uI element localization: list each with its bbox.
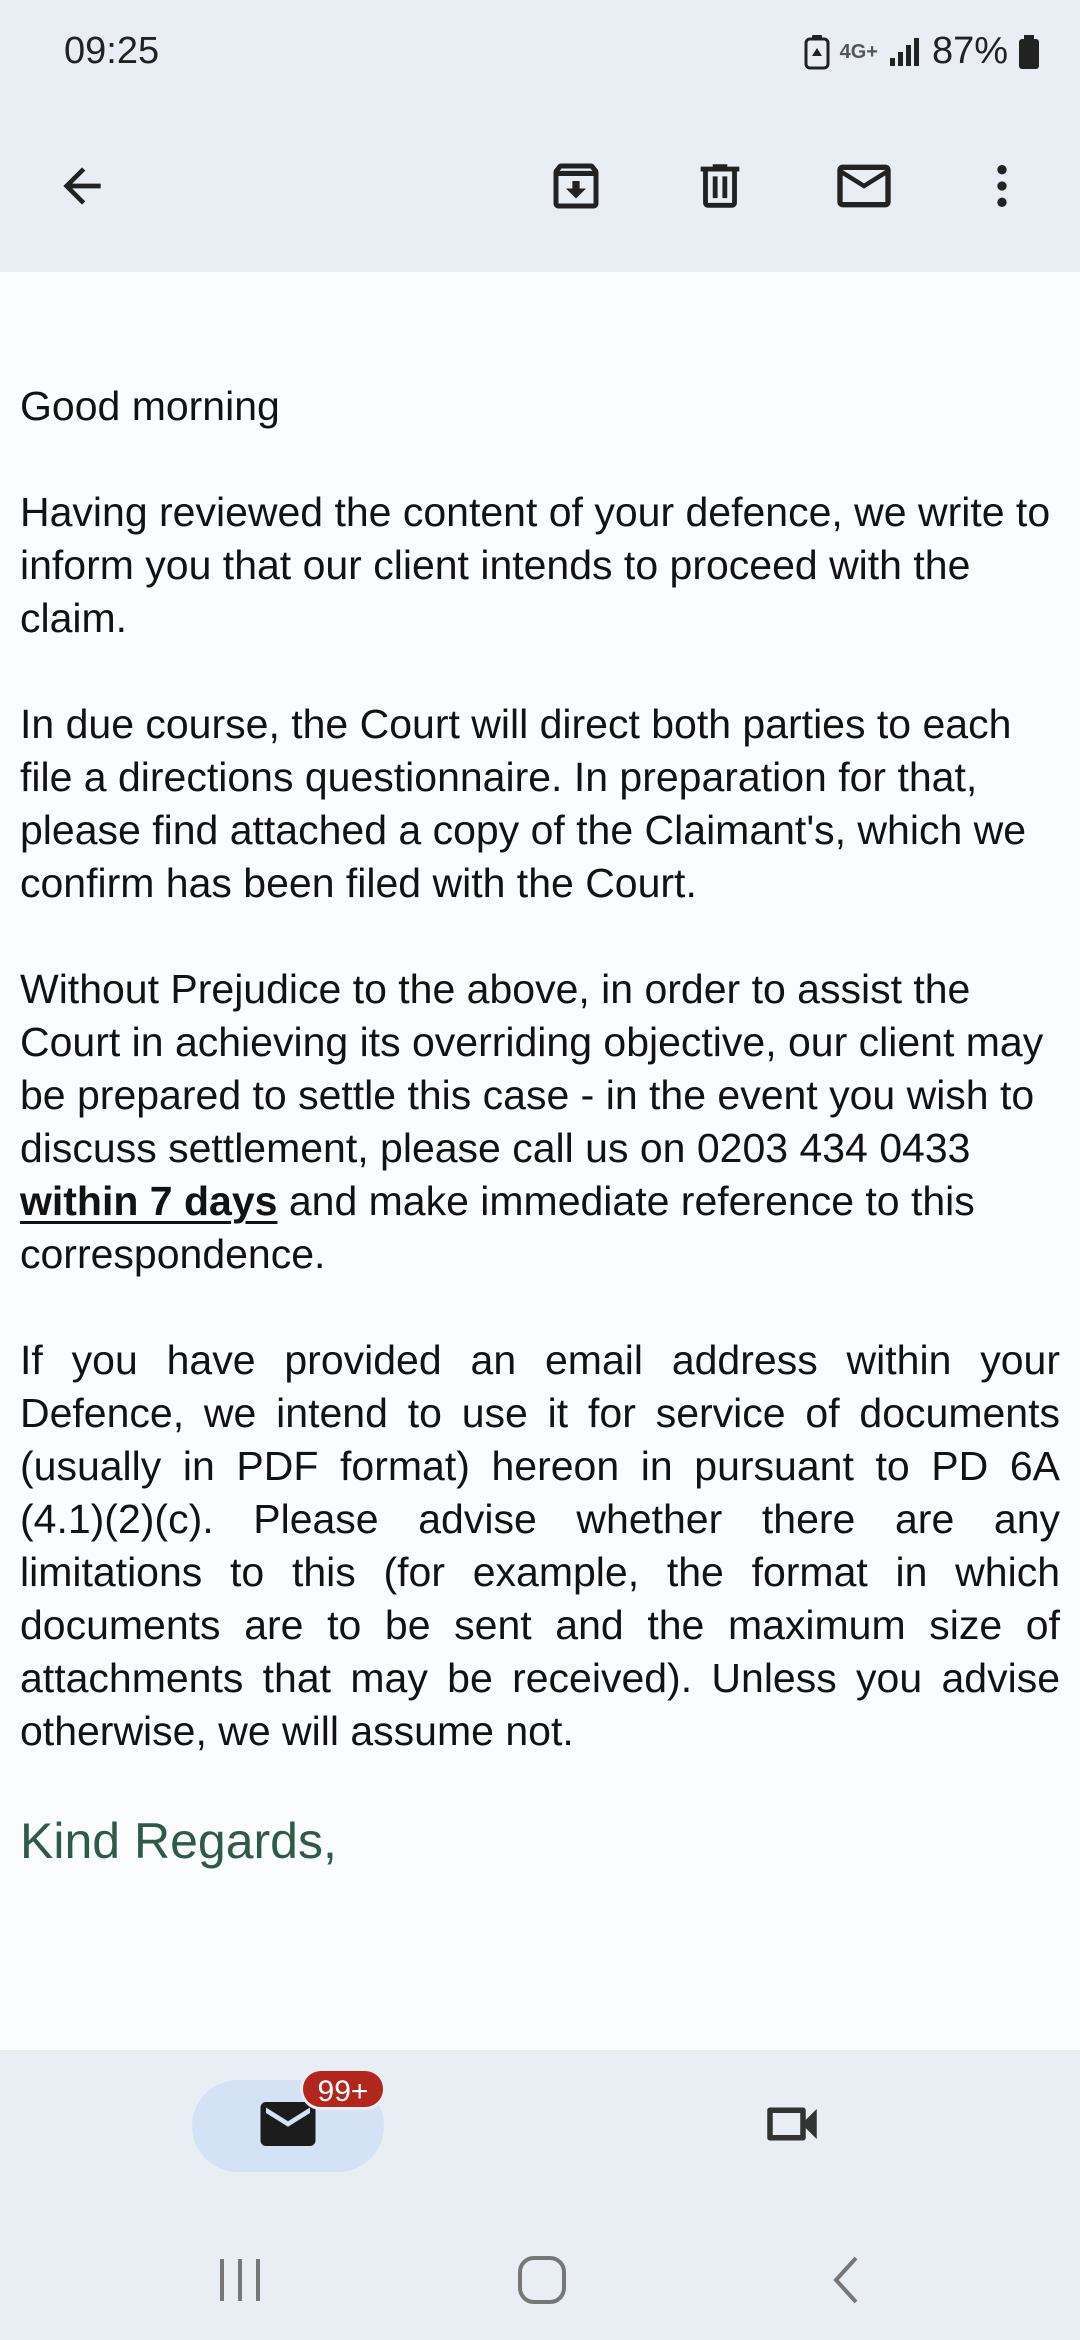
email-paragraph-2: In due course, the Court will direct both parties to each file a directions questionnaire. In preparation for that, please find attached a copy of the Claimant's, which we confirm has been filed with the Court. (20, 701, 1027, 906)
deadline-emphasis: within 7 days (20, 1178, 278, 1224)
bottom-navigation (0, 2050, 1080, 2220)
nav-meet-tab[interactable] (744, 2080, 840, 2172)
network-type-icon: 4G+ (839, 40, 878, 63)
app-bar (0, 104, 1080, 272)
system-back-button[interactable] (806, 2250, 886, 2314)
mail-icon (832, 154, 896, 223)
recent-apps-button[interactable] (200, 2250, 280, 2314)
archive-icon (546, 156, 606, 221)
email-greeting: Good morning (20, 383, 280, 429)
status-indicators (804, 30, 1040, 73)
system-navigation-bar (0, 2220, 1080, 2340)
more-vertical-icon (974, 158, 1030, 219)
email-paragraph-1: Having reviewed the content of your defence, we write to inform you that our client intends to proceed with the claim. (20, 489, 1051, 641)
back-button[interactable] (34, 140, 130, 236)
email-paragraph-4: If you have provided an email address within your Defence, we intend to use it for service of documents (usually in PDF format) hereon in pursuant to PD 6A (4.1)(2)(c). Please advise whether there are any limitations to this (for example, the format in which documents are to be sent and the maximum size of attachments that may be received). Unless you advise otherwise, we will assume not. (20, 1337, 1060, 1754)
signal-icon (888, 36, 922, 68)
arrow-left-icon (54, 158, 110, 219)
battery-icon (1018, 34, 1040, 70)
email-signoff: Kind Regards, (20, 1813, 337, 1869)
home-button[interactable] (502, 2250, 582, 2314)
more-options-button[interactable] (954, 140, 1050, 236)
trash-icon (691, 157, 749, 220)
email-body (20, 380, 1060, 1871)
battery-percent: 87% (931, 30, 1008, 72)
status-bar (0, 0, 1080, 104)
paragraph-3-text-before: Without Prejudice to the above, in order to assist the Court in achieving its overriding objective, our client may be prepared to settle this case - in the event you wish to discuss settlement, please call us on 0203 434 0433 (20, 966, 1044, 1171)
mark-unread-button[interactable] (816, 140, 912, 236)
email-paragraph-3 (20, 963, 1060, 1281)
unread-count-badge: 99+ (300, 2068, 386, 2110)
archive-button[interactable] (528, 140, 624, 236)
paragraph-3-text-after: and make immediate reference to this correspondence. (20, 1178, 975, 1277)
home-icon (516, 2254, 568, 2311)
battery-saver-icon (804, 34, 830, 70)
email-content (0, 272, 1080, 2050)
recent-apps-icon (214, 2255, 266, 2310)
video-camera-icon (759, 2091, 825, 2162)
status-time: 09:25 (64, 30, 160, 72)
chevron-left-icon (826, 2254, 866, 2311)
delete-button[interactable] (672, 140, 768, 236)
